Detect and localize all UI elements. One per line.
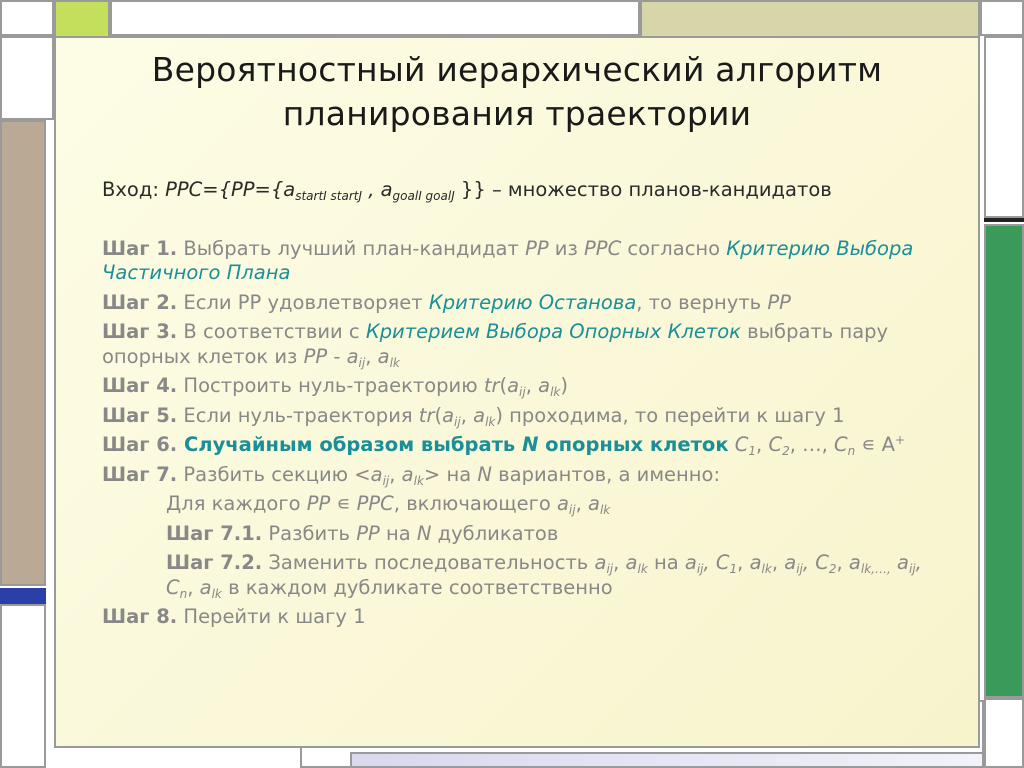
step-7-2-text-2: на (647, 551, 685, 574)
step-7-1-n: N (416, 521, 432, 545)
deco-right-lower-white (984, 698, 1024, 768)
step-2-text-2: , то вернуть (636, 290, 768, 314)
step-7-2-text-3: в каждом дубликате соответственно (221, 575, 613, 599)
step-3-label: Шаг 3. (102, 320, 178, 343)
step-4-a2-sub: lk (550, 385, 561, 399)
step-7-1-text: Разбить (262, 521, 357, 545)
step-7-a2: a (401, 462, 414, 486)
input-formula-suffix: }} (454, 178, 486, 201)
step-7-1-text-2: на (379, 521, 417, 545)
step-5-a1: a (442, 403, 455, 427)
step-7-a1-sub: ij (382, 473, 390, 488)
input-formula-prefix: PPC={PP={a (165, 178, 296, 201)
step-5-comma: , (460, 403, 474, 427)
step-7-2-label: Шаг 7.2. (166, 551, 263, 574)
step-7-2-a6-sub: lk,…, (860, 562, 891, 576)
step-7-2-a2: a (625, 551, 638, 574)
step-1-text-2: из (548, 236, 585, 260)
step-7-1-label: Шаг 7.1. (166, 521, 263, 545)
deco-left-lower-white (0, 604, 46, 768)
step-1-text: Выбрать лучший план-кандидат (177, 236, 526, 260)
step-7-2-text: Заменить последовательность (262, 551, 595, 574)
step-6 (102, 433, 952, 458)
deco-left-blue-bar (0, 588, 46, 604)
step-7a-text-2: , включающего (393, 492, 557, 515)
input-definition (102, 178, 952, 203)
title-line-2: планирования траектории (282, 94, 752, 133)
step-7-2-a4: a (749, 551, 762, 574)
step-7a-in: ∊ (330, 492, 357, 515)
step-2 (102, 291, 952, 316)
deco-right-white (984, 36, 1024, 218)
step-4-a1-sub: ij (519, 385, 526, 399)
slide-body (102, 178, 952, 635)
step-7-2-a5-sub: ij (796, 562, 803, 576)
step-7-2-a3-sub: ij (696, 562, 704, 576)
step-5-label: Шаг 5. (102, 403, 178, 427)
deco-left-white (0, 36, 54, 120)
step-6-n: N (522, 433, 539, 456)
step-6-c1: C (734, 433, 749, 456)
step-7-a1: a (370, 462, 383, 486)
step-7-2-sep-1: , (613, 551, 626, 574)
step-7-foreach (102, 492, 952, 517)
step-5-text: Если нуль-траектория (177, 403, 419, 427)
step-7-2-a7-sub: ij (908, 562, 916, 576)
step-7a-a1: a (556, 492, 569, 515)
step-7-2-sep-4: , (771, 551, 785, 574)
step-3-text: В соответствии с (177, 320, 366, 343)
step-6-text: Случайным образом выбрать (177, 433, 523, 456)
step-4-a2: a (538, 374, 551, 397)
step-7-2-a8-sub: lk (211, 586, 222, 601)
step-2-text: Если PP удовлетворяет (177, 290, 429, 314)
step-7-2-c2: , C (802, 551, 829, 574)
deco-right-green-bar (984, 224, 1024, 698)
step-4-label: Шаг 4. (102, 374, 178, 397)
step-2-criterion-link[interactable]: Критерию Останова (428, 290, 637, 314)
step-4-tr: tr (483, 374, 500, 397)
step-7a-pp: PP (306, 492, 331, 515)
step-7-2-a6: a (848, 551, 861, 574)
step-7-label: Шаг 7. (102, 462, 178, 486)
step-7-1-pp: PP (356, 521, 380, 545)
step-7-2-c1: , C (703, 551, 730, 574)
step-7-2-sep-6: , (836, 551, 849, 574)
step-7-text-2: > на (423, 462, 478, 486)
step-8-text: Перейти к шагу 1 (177, 605, 366, 628)
step-3-text-3: - (327, 344, 347, 368)
step-7-2-a8: a (199, 575, 212, 599)
step-6-sep-1: , (756, 433, 769, 456)
step-7-2-sep-3: , (737, 551, 750, 574)
step-7-2-a5: a (784, 551, 797, 574)
step-3-a1-sub: ij (358, 355, 366, 370)
title-line-1: Вероятностный иерархический алгоритм (151, 50, 883, 89)
step-7-text-3: вариантов, а именно: (491, 462, 721, 486)
step-7-2-a4-sub: lk (761, 562, 772, 576)
step-7-2-a1: a (594, 551, 607, 574)
input-formula-mid: , a (362, 178, 393, 201)
step-7-n: N (477, 462, 492, 486)
step-6-cn: C (834, 433, 848, 456)
step-4 (102, 374, 952, 399)
step-5-paren-open: ( (434, 403, 443, 427)
step-5-a1-sub: ij (454, 414, 461, 429)
step-3 (102, 320, 952, 369)
step-7a-ppc: PPC (356, 492, 394, 515)
step-5-a2-sub: lk (485, 414, 496, 429)
step-7-2-cn-sub: n (179, 586, 188, 601)
deco-top-white (110, 0, 640, 36)
step-5-text-2: ) проходима, то перейти к шагу 1 (495, 403, 845, 427)
step-8 (102, 605, 952, 630)
step-7-1-text-3: дубликатов (431, 521, 559, 545)
step-7-text: Разбить секцию < (177, 462, 371, 486)
step-5-tr: tr (418, 403, 435, 427)
deco-top-right-white (980, 0, 1024, 36)
step-3-text-2: выбрать пару опорных клеток из (102, 320, 889, 368)
step-3-pp: PP (303, 344, 328, 368)
step-3-a2-sub: lk (389, 355, 400, 370)
step-6-sup: + (894, 433, 906, 447)
step-7-2-a3: a (684, 551, 697, 574)
step-3-a2: a (377, 344, 390, 368)
step-6-c2-sub: 2 (782, 444, 790, 458)
step-6-sep-2: , …, (789, 433, 834, 456)
step-3-criterion-link[interactable]: Критерием Выбора Опорных Клеток (365, 320, 741, 343)
step-8-label: Шаг 8. (102, 605, 178, 628)
step-1-text-3: согласно (621, 236, 727, 260)
step-7-2-sep-9: , (187, 575, 200, 599)
deco-top-left-white (0, 0, 54, 36)
step-7-2-a2-sub: lk (637, 562, 648, 576)
step-1-pp: PP (525, 236, 549, 260)
step-2-pp: PP (767, 290, 791, 314)
step-7a-a2: a (588, 492, 600, 515)
step-6-text-2: опорных клеток (538, 433, 729, 456)
step-6-cn-sub: n (847, 444, 856, 458)
step-5-a2: a (473, 403, 486, 427)
step-7-comma: , (389, 462, 402, 486)
input-sub-goal: goalI goalJ (392, 189, 455, 203)
deco-left-tan-bar (0, 120, 46, 586)
step-7-a2-sub: lk (413, 473, 424, 488)
step-1-label: Шаг 1. (102, 236, 178, 260)
input-rest: – множество планов-кандидатов (485, 178, 832, 201)
input-sub-start: startI startJ (295, 189, 362, 203)
step-7-2-c2-sub: 2 (828, 562, 837, 576)
step-3-comma: , (365, 344, 378, 368)
step-7-2-c1-sub: 1 (729, 562, 738, 576)
step-7-2 (102, 551, 952, 600)
deco-right-line (984, 218, 1024, 222)
step-7a-comma: , (575, 492, 588, 515)
step-4-paren-close: ) (560, 374, 568, 397)
step-6-c1-sub: 1 (748, 444, 757, 458)
step-7a-a2-sub: lk (599, 503, 611, 517)
input-label: Вход: (102, 178, 166, 201)
step-6-in: ∊ A (855, 433, 895, 456)
step-3-a1: a (346, 344, 359, 368)
step-1-ppc: PPC (584, 236, 622, 260)
step-5 (102, 404, 952, 429)
step-4-a1: a (507, 374, 520, 397)
step-4-paren-open: ( (499, 374, 508, 397)
slide-title (56, 48, 978, 136)
step-7a-text: Для каждого (166, 492, 307, 515)
step-6-c2: C (768, 433, 783, 456)
step-7-2-a1-sub: ij (606, 562, 614, 576)
step-7-2-cn: , C (166, 551, 922, 599)
step-4-comma: , (525, 374, 539, 397)
step-1-criterion-link[interactable]: Критерию Выбора Частичного Плана (102, 236, 914, 284)
step-7a-a1-sub: ij (568, 503, 576, 517)
step-7 (102, 463, 952, 488)
step-2-label: Шаг 2. (102, 290, 178, 314)
step-7-2-a7: a (897, 551, 909, 574)
step-6-label: Шаг 6. (102, 433, 178, 456)
step-7-1 (102, 522, 952, 547)
step-1 (102, 237, 952, 286)
deco-bottom-strip (350, 752, 984, 768)
step-4-text: Построить нуль-траекторию (177, 374, 484, 397)
